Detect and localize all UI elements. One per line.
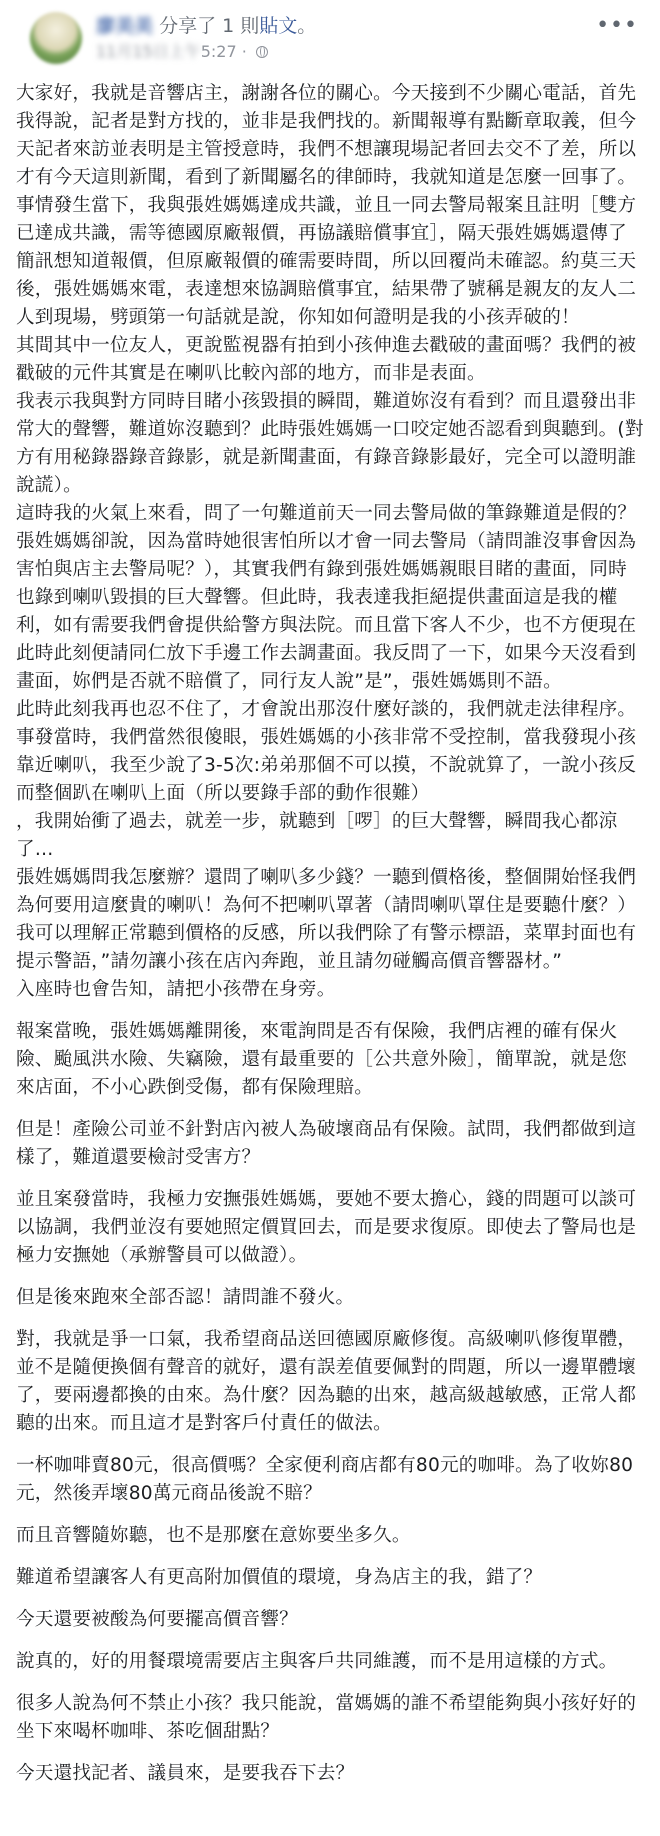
post-paragraph: ，我開始衝了過去，就差一步，就聽到［啰］的巨大聲響，瞬間我心都涼了… <box>16 811 618 860</box>
post-date[interactable]: 11月15日上午 <box>96 42 201 61</box>
post-paragraph: 而且音響隨妳聽，也不是那麼在意妳要坐多久。 <box>16 1525 411 1546</box>
ellipsis-icon[interactable]: ••• <box>596 13 638 38</box>
author-name[interactable]: 廖美美 <box>96 15 154 37</box>
post-paragraph: 報案當晚，張姓媽媽離開後，來電詢問是否有保險，我們店裡的確有保火險、颱風洪水險、失竊險，還有最重要的［公共意外險］，簡單說，就是您來店面，不小心跌倒受傷，都有保險理賠。 <box>16 1021 627 1098</box>
post-paragraph: 張姓媽媽問我怎麼辦？還問了喇叭多少錢？一聽到價格後，整個開始怪我們為何要用這麼貴的喇叭！為何不把喇叭罩著（請問喇叭罩住是要聽什麼？） <box>16 867 637 916</box>
post-paragraph: 對，我就是爭一口氣，我希望商品送回德國原廠修復。高級喇叭修復單體，並不是隨便換個有聲音的就好，還有誤差值要佩對的問題，所以一邊單體壞了，要兩邊都換的由來。為什麼？因為聽的出來，越高級越敏感，正常人都聽的出來。而且這才是對客戶付責任的做法。 <box>16 1329 637 1434</box>
post-paragraph: 事發當時，我們當然很傻眼，張姓媽媽的小孩非常不受控制，當我發現小孩靠近喇叭，我至少說了3-5次:弟弟那個不可以摸，不說就算了，一說小孩反而整個趴在喇叭上面（所以要錄手部的動作很難） <box>16 727 637 804</box>
author-avatar[interactable] <box>30 12 82 64</box>
post-paragraph: 很多人說為何不禁止小孩？我只能說，當媽媽的誰不希望能夠與小孩好好的坐下來喝杯咖啡、茶吃個甜點？ <box>16 1693 637 1742</box>
post-paragraph: 大家好，我就是音響店主，謝謝各位的關心。今天接到不少關心電話，首先我得說，記者是對方找的，並非是我們找的。新聞報導有點斷章取義，但今天記者來訪並表明是主管授意時，我們不想讓現場記者回去交不了差，所以才有今天這則新聞，看到了新聞屬名的律師時，我就知道是怎麼一回事了。 <box>16 83 637 188</box>
post-paragraph: 我可以理解正常聽到價格的反感，所以我們除了有警示標語，菜單封面也有提示警語，”請勿讓小孩在店內奔跑，並且請勿碰觸高價音響器材。” <box>16 923 637 972</box>
post-paragraph: 今天還找記者、議員來，是要我吞下去？ <box>16 1763 355 1784</box>
shared-suffix: 。 <box>297 15 317 37</box>
post-paragraph: 但是！產險公司並不針對店內被人為破壞商品有保險。試問，我們都做到這樣了，難道還要檢討受害方？ <box>16 1119 637 1168</box>
post-meta <box>96 42 268 62</box>
post-paragraph: 但是後來跑來全部否認！請問誰不發火。 <box>16 1287 355 1308</box>
post-header <box>16 0 646 72</box>
post-body <box>16 80 644 1788</box>
globe-icon[interactable] <box>256 46 268 58</box>
shared-text: 分享了 1 則 <box>159 15 260 37</box>
post-paragraph: 並且案發當時，我極力安撫張姓媽媽，要她不要太擔心，錢的問題可以談可以協調，我們並沒有要她照定價買回去，而是要求復原。即使去了警局也是極力安撫她（承辦警員可以做證）。 <box>16 1189 637 1266</box>
post-paragraph: 難道希望讓客人有更高附加價值的環境，身為店主的我，錯了？ <box>16 1567 543 1588</box>
author-line <box>96 14 316 38</box>
post-paragraph: 說真的，好的用餐環境需要店主與客戶共同維護，而不是用這樣的方式。 <box>16 1651 618 1672</box>
post-paragraph: 此時此刻我再也忍不住了，才會說出那沒什麼好談的，我們就走法律程序。 <box>16 699 637 720</box>
post-paragraph: 入座時也會告知，請把小孩帶在身旁。 <box>16 979 336 1000</box>
post-paragraph: 我表示我與對方同時目睹小孩毀損的瞬間，難道妳沒有看到？而且還發出非常大的聲響，難道妳沒聽到？此時張姓媽媽一口咬定她否認看到與聽到。(對方有用秘錄器錄音錄影，就是新聞畫面，有錄音錄影最好，完全可以證明誰說謊）。 <box>16 391 644 496</box>
post-paragraph: 事情發生當下，我與張姓媽媽達成共識，並且一同去警局報案且註明［雙方已達成共識，需等德國原廠報價，再協議賠償事宜］，隔天張姓媽媽還傳了簡訊想知道報價，但原廠報價的確需要時間，所以回覆尚未確認。約莫三天後，張姓媽媽來電，表達想來協調賠償事宜，結果帶了號稱是親友的友人二人到現場，劈頭第一句話就是說，你知如何證明是我的小孩弄破的！ <box>16 195 637 328</box>
post-paragraph: 今天還要被酸為何要擺高價音響？ <box>16 1609 298 1630</box>
shared-post-link[interactable]: 貼文 <box>259 15 298 37</box>
post-paragraph: 這時我的火氣上來看，問了一句難道前天一同去警局做的筆錄難道是假的？張姓媽媽卻說，因為當時她很害怕所以才會一同去警局（請問誰沒事會因為害怕與店主去警局呢？），其實我們有錄到張姓媽媽親眼目睹的畫面，同時也錄到喇叭毀損的巨大聲響。但此時，我表達我拒絕提供畫面這是我的權利，如有需要我們會提供給警方與法院。而且當下客人不少，也不方便現在此時此刻便請同仁放下手邊工作去調畫面。我反問了一下，如果今天沒看到畫面，妳們是否就不賠償了，同行友人說”是”，張姓媽媽則不語。 <box>16 503 637 692</box>
post-paragraph: 其間其中一位友人，更說監視器有拍到小孩伸進去戳破的畫面嗎？我們的被戳破的元件其實是在喇叭比較內部的地方，而非是表面。 <box>16 335 637 384</box>
meta-separator: · <box>241 42 247 61</box>
post-paragraph: 一杯咖啡賣80元，很高價嗎？全家便利商店都有80元的咖啡。為了收妳80元，然後弄壞80萬元商品後說不賠？ <box>16 1455 634 1504</box>
post-time[interactable]: 5:27 <box>200 42 237 61</box>
